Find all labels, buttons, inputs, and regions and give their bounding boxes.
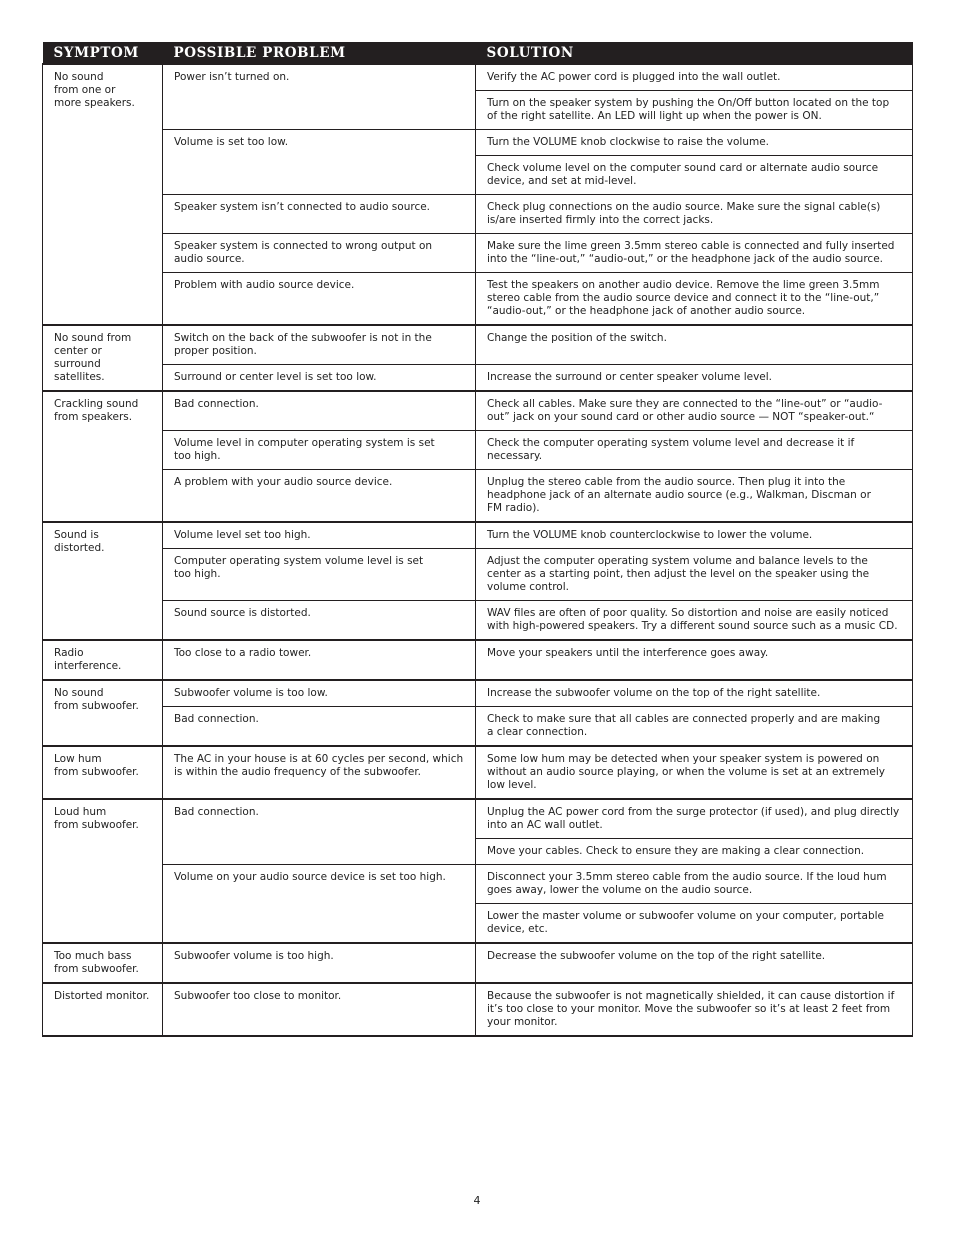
table-row: [43, 640, 913, 680]
solution-cell: Turn on the speaker system by pushing the On/Off button located on the top of the right satellite. An LED will light up when the power is ON.: [476, 91, 913, 130]
solution-cell: Disconnect your 3.5mm stereo cable from the audio source. If the loud hum goes away, lower the volume on the audio source.: [476, 865, 913, 904]
possible-problem-cell: Too close to a radio tower.: [163, 640, 476, 680]
possible-problem-cell: Volume level in computer operating system is set too high.: [163, 431, 476, 470]
table-row: [43, 391, 913, 431]
possible-problem-cell: Speaker system isn’t connected to audio source.: [163, 195, 476, 234]
table-row: [43, 234, 913, 273]
possible-problem-cell: Subwoofer volume is too low.: [163, 680, 476, 707]
solution-cell: Because the subwoofer is not magnetically shielded, it can cause distortion if it’s too close to your monitor. Move the subwoofer so it’s at least 2 feet from your monitor.: [476, 983, 913, 1036]
solution-cell: Test the speakers on another audio device. Remove the lime green 3.5mm stereo cable from the audio source device and connect it to the “line-out,” “audio-out,” or the headphone jack of another audio source.: [476, 273, 913, 326]
table-row: [43, 522, 913, 549]
symptom-group: [43, 943, 913, 983]
possible-problem-cell: Problem with audio source device.: [163, 273, 476, 326]
symptom-cell: Low hum from subwoofer.: [43, 746, 163, 799]
symptom-cell: No sound from one or more speakers.: [43, 64, 163, 325]
table-row: [43, 64, 913, 91]
solution-cell: Move your speakers until the interference goes away.: [476, 640, 913, 680]
possible-problem-cell: Power isn’t turned on.: [163, 64, 476, 130]
table-row: [43, 865, 913, 904]
symptom-cell: Sound is distorted.: [43, 522, 163, 640]
table-row: [43, 680, 913, 707]
table-row: [43, 273, 913, 326]
solution-cell: Increase the surround or center speaker volume level.: [476, 365, 913, 392]
table-row: [43, 195, 913, 234]
table-row: [43, 431, 913, 470]
solution-cell: Make sure the lime green 3.5mm stereo cable is connected and fully inserted into the “line-out,” “audio-out,” or the headphone jack of the audio source.: [476, 234, 913, 273]
possible-problem-cell: Volume level set too high.: [163, 522, 476, 549]
possible-problem-cell: A problem with your audio source device.: [163, 470, 476, 523]
solution-cell: Some low hum may be detected when your speaker system is powered on without an audio source playing, or when the volume is set at an extremely low level.: [476, 746, 913, 799]
symptom-group: [43, 983, 913, 1036]
possible-problem-cell: Computer operating system volume level is set too high.: [163, 549, 476, 601]
possible-problem-cell: The AC in your house is at 60 cycles per second, which is within the audio frequency of the subwoofer.: [163, 746, 476, 799]
symptom-group: [43, 64, 913, 325]
symptom-cell: Radio interference.: [43, 640, 163, 680]
table-row: [43, 365, 913, 392]
solution-cell: Move your cables. Check to ensure they are making a clear connection.: [476, 839, 913, 865]
troubleshooting-table: [42, 42, 913, 1037]
symptom-cell: Crackling sound from speakers.: [43, 391, 163, 522]
solution-cell: Check plug connections on the audio source. Make sure the signal cable(s) is/are inserted firmly into the correct jacks.: [476, 195, 913, 234]
table-row: [43, 130, 913, 156]
symptom-cell: Too much bass from subwoofer.: [43, 943, 163, 983]
possible-problem-cell: Sound source is distorted.: [163, 601, 476, 641]
solution-cell: Turn the VOLUME knob clockwise to raise the volume.: [476, 130, 913, 156]
solution-cell: Turn the VOLUME knob counterclockwise to lower the volume.: [476, 522, 913, 549]
symptom-group: [43, 640, 913, 680]
symptom-cell: No sound from center or surround satellites.: [43, 325, 163, 391]
possible-problem-cell: Volume is set too low.: [163, 130, 476, 195]
solution-cell: Adjust the computer operating system volume and balance levels to the center as a starting point, then adjust the level on the speaker using the volume control.: [476, 549, 913, 601]
symptom-cell: No sound from subwoofer.: [43, 680, 163, 746]
symptom-cell: Loud hum from subwoofer.: [43, 799, 163, 943]
possible-problem-cell: Bad connection.: [163, 799, 476, 865]
possible-problem-cell: Subwoofer volume is too high.: [163, 943, 476, 983]
possible-problem-cell: Surround or center level is set too low.: [163, 365, 476, 392]
solution-cell: Unplug the AC power cord from the surge protector (if used), and plug directly into an AC wall outlet.: [476, 799, 913, 839]
possible-problem-cell: Bad connection.: [163, 391, 476, 431]
solution-cell: Lower the master volume or subwoofer volume on your computer, portable device, etc.: [476, 904, 913, 944]
table-header: [43, 42, 913, 64]
table-row: [43, 325, 913, 365]
symptom-group: [43, 746, 913, 799]
solution-header: SOLUTION: [476, 42, 913, 64]
solution-cell: Verify the AC power cord is plugged into the wall outlet.: [476, 64, 913, 91]
symptom-header: SYMPTOM: [43, 42, 163, 64]
symptom-group: [43, 522, 913, 640]
possible-problem-header: POSSIBLE PROBLEM: [163, 42, 476, 64]
possible-problem-cell: Switch on the back of the subwoofer is not in the proper position.: [163, 325, 476, 365]
possible-problem-cell: Speaker system is connected to wrong output on audio source.: [163, 234, 476, 273]
symptom-group: [43, 391, 913, 522]
table-row: [43, 799, 913, 839]
table-row: [43, 943, 913, 983]
possible-problem-cell: Bad connection.: [163, 707, 476, 747]
solution-cell: Decrease the subwoofer volume on the top of the right satellite.: [476, 943, 913, 983]
symptom-cell: Distorted monitor.: [43, 983, 163, 1036]
solution-cell: Check all cables. Make sure they are connected to the “line-out” or “audio-out” jack on your sound card or other audio source — NOT “speaker-out.“: [476, 391, 913, 431]
solution-cell: Increase the subwoofer volume on the top of the right satellite.: [476, 680, 913, 707]
page-number: 4: [473, 1194, 481, 1207]
table-row: [43, 707, 913, 747]
symptom-group: [43, 680, 913, 746]
possible-problem-cell: Volume on your audio source device is set too high.: [163, 865, 476, 944]
solution-cell: Change the position of the switch.: [476, 325, 913, 365]
table-row: [43, 549, 913, 601]
possible-problem-cell: Subwoofer too close to monitor.: [163, 983, 476, 1036]
solution-cell: Check to make sure that all cables are connected properly and are making a clear connection.: [476, 707, 913, 747]
solution-cell: WAV files are often of poor quality. So distortion and noise are easily noticed with high-powered speakers. Try a different sound source such as a music CD.: [476, 601, 913, 641]
table-row: [43, 983, 913, 1036]
table-row: [43, 746, 913, 799]
solution-cell: Check volume level on the computer sound card or alternate audio source device, and set at mid-level.: [476, 156, 913, 195]
solution-cell: Unplug the stereo cable from the audio source. Then plug it into the headphone jack of an alternate audio source (e.g., Walkman, Discman or FM radio).: [476, 470, 913, 523]
solution-cell: Check the computer operating system volume level and decrease it if necessary.: [476, 431, 913, 470]
table-row: [43, 470, 913, 523]
table-row: [43, 601, 913, 641]
symptom-group: [43, 799, 913, 943]
symptom-group: [43, 325, 913, 391]
